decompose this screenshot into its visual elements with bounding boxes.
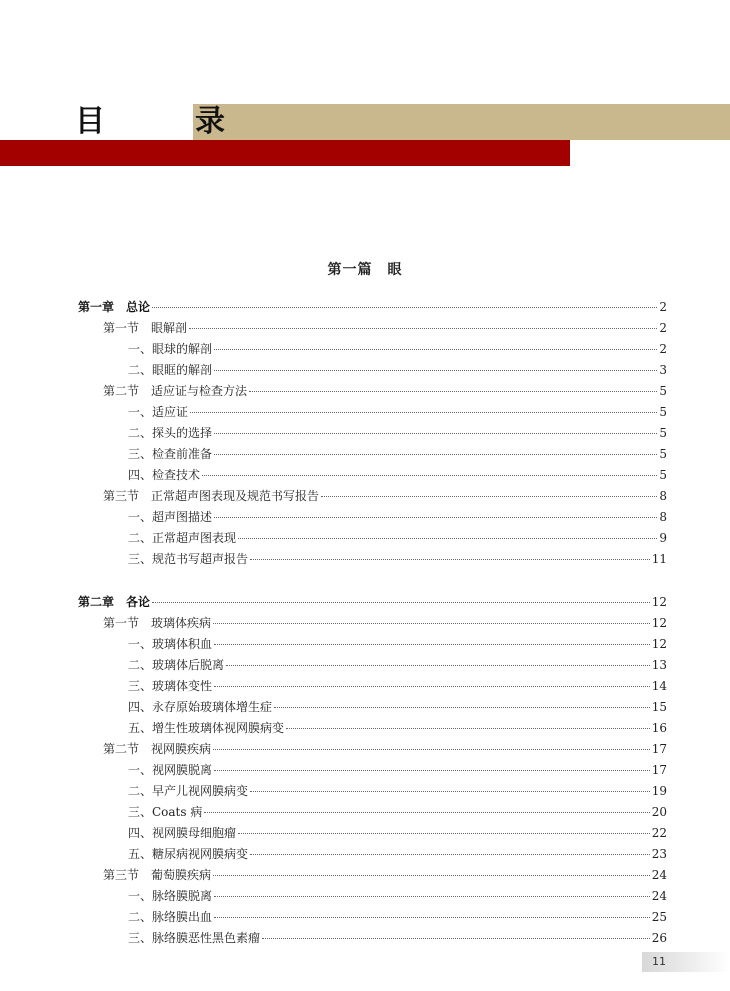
toc-entry-item[interactable]: [128, 528, 667, 548]
toc-entry-chapter[interactable]: [78, 297, 667, 317]
dot-leader: [213, 749, 650, 750]
toc-entry-label: 三、脉络膜恶性黑色素瘤: [128, 931, 261, 945]
page-title: 目 录: [75, 104, 255, 139]
toc-entry-label: 第三节 正常超声图表现及规范书写报告: [103, 489, 320, 503]
toc-entry-item[interactable]: [128, 781, 667, 801]
dot-leader: [250, 791, 650, 792]
dot-leader: [214, 517, 657, 518]
toc-entry-item[interactable]: [128, 844, 667, 864]
toc-entry-item[interactable]: [128, 360, 667, 380]
dot-leader: [262, 938, 650, 939]
toc-entry-page: 5: [659, 447, 667, 461]
dot-leader: [214, 686, 650, 687]
dot-leader: [238, 833, 650, 834]
dot-leader: [214, 349, 657, 350]
dot-leader: [250, 854, 650, 855]
toc-entry-item[interactable]: [128, 402, 667, 422]
dot-leader: [214, 370, 657, 371]
toc-entry-label: 第一节 眼解剖: [103, 321, 188, 335]
dot-leader: [238, 538, 657, 539]
toc-entry-page: 5: [659, 468, 667, 482]
toc-entry-label: 四、检查技术: [128, 468, 201, 482]
toc-entry-item[interactable]: [128, 823, 667, 843]
toc-entry-label: 第二节 适应证与检查方法: [103, 384, 248, 398]
dot-leader: [274, 707, 650, 708]
toc-entry-item[interactable]: [128, 907, 667, 927]
toc-entry-item[interactable]: [128, 760, 667, 780]
toc-entry-label: 四、永存原始玻璃体增生症: [128, 700, 273, 714]
toc-entry-label: 二、正常超声图表现: [128, 531, 237, 545]
dot-leader: [152, 307, 657, 308]
toc-entry-item[interactable]: [128, 718, 667, 738]
toc-entry-label: 四、视网膜母细胞瘤: [128, 826, 237, 840]
toc-entry-page: 12: [651, 616, 667, 630]
toc-entry-page: 24: [651, 889, 667, 903]
toc-entry-page: 15: [651, 700, 667, 714]
dot-leader: [214, 770, 650, 771]
toc-entry-label: 一、玻璃体积血: [128, 637, 213, 651]
dot-leader: [226, 665, 650, 666]
dot-leader: [213, 623, 650, 624]
toc-entry-label: 第一章 总论: [78, 300, 151, 314]
toc-entry-item[interactable]: [128, 549, 667, 569]
toc-entry-page: 9: [659, 531, 667, 545]
toc-entry-page: 13: [651, 658, 667, 672]
toc-entry-label: 一、超声图描述: [128, 510, 213, 524]
toc-entry-page: 5: [659, 405, 667, 419]
dot-leader: [214, 917, 650, 918]
toc-entry-item[interactable]: [128, 676, 667, 696]
toc-entry-item[interactable]: [128, 634, 667, 654]
toc-entry-label: 三、检查前准备: [128, 447, 213, 461]
toc-entry-page: 2: [659, 342, 667, 356]
dot-leader: [286, 728, 650, 729]
toc-entry-label: 一、适应证: [128, 405, 189, 419]
toc-entry-item[interactable]: [128, 339, 667, 359]
toc-entry-section[interactable]: [103, 739, 667, 759]
toc-entry-chapter[interactable]: [78, 592, 667, 612]
toc-entry-item[interactable]: [128, 697, 667, 717]
toc-entry-label: 一、眼球的解剖: [128, 342, 213, 356]
toc-entry-page: 19: [651, 784, 667, 798]
dot-leader: [249, 391, 657, 392]
dot-leader: [189, 328, 657, 329]
toc-entry-label: 二、脉络膜出血: [128, 910, 213, 924]
dot-leader: [214, 433, 657, 434]
dot-leader: [250, 559, 650, 560]
toc-entry-page: 14: [651, 679, 667, 693]
toc-entry-label: 二、眼眶的解剖: [128, 363, 213, 377]
toc-entry-item[interactable]: [128, 802, 667, 822]
toc-entry-label: 一、视网膜脱离: [128, 763, 213, 777]
toc-entry-page: 24: [651, 868, 667, 882]
toc-entry-label: 三、Coats 病: [128, 805, 203, 819]
toc-entry-section[interactable]: [103, 318, 667, 338]
dot-leader: [190, 412, 657, 413]
toc-entry-item[interactable]: [128, 423, 667, 443]
toc-entry-item[interactable]: [128, 655, 667, 675]
toc-entry-page: 12: [651, 595, 667, 609]
toc-entry-item[interactable]: [128, 465, 667, 485]
dot-leader: [321, 496, 657, 497]
toc-entry-label: 三、玻璃体变性: [128, 679, 213, 693]
toc-entry-label: 二、探头的选择: [128, 426, 213, 440]
toc-entry-page: 17: [651, 763, 667, 777]
dot-leader: [214, 896, 650, 897]
toc-entry-page: 2: [659, 321, 667, 335]
dot-leader: [152, 602, 650, 603]
toc-entry-label: 五、糖尿病视网膜病变: [128, 847, 249, 861]
toc-entry-item[interactable]: [128, 886, 667, 906]
toc-entry-page: 20: [651, 805, 667, 819]
toc-entry-section[interactable]: [103, 865, 667, 885]
toc-entry-page: 26: [651, 931, 667, 945]
toc-entry-page: 11: [651, 552, 667, 566]
toc-entry-page: 12: [651, 637, 667, 651]
toc-entry-label: 第二章 各论: [78, 595, 151, 609]
dot-leader: [202, 475, 657, 476]
toc-entry-page: 16: [651, 721, 667, 735]
toc-entry-label: 二、玻璃体后脱离: [128, 658, 225, 672]
toc-entry-page: 23: [651, 847, 667, 861]
toc-entry-section[interactable]: [103, 613, 667, 633]
toc-entry-page: 17: [651, 742, 667, 756]
dot-leader: [214, 454, 657, 455]
toc-entry-label: 三、规范书写超声报告: [128, 552, 249, 566]
page-number: 11: [652, 955, 666, 968]
toc-entry-label: 第二节 视网膜疾病: [103, 742, 212, 756]
toc-entry-page: 22: [651, 826, 667, 840]
toc-entry-label: 五、增生性玻璃体视网膜病变: [128, 721, 285, 735]
part-title: 第一篇 眼: [327, 262, 403, 278]
toc-entry-page: 25: [651, 910, 667, 924]
toc-entry-label: 二、早产儿视网膜病变: [128, 784, 249, 798]
toc-entry-page: 3: [659, 363, 667, 377]
dot-leader: [213, 875, 650, 876]
toc-entry-label: 一、脉络膜脱离: [128, 889, 213, 903]
toc-entry-page: 2: [659, 300, 667, 314]
toc-entry-item[interactable]: [128, 507, 667, 527]
toc-entry-section[interactable]: [103, 486, 667, 506]
toc-entry-item[interactable]: [128, 444, 667, 464]
dot-leader: [214, 644, 650, 645]
toc-entry-section[interactable]: [103, 381, 667, 401]
toc-entry-page: 8: [659, 510, 667, 524]
toc-entry-item[interactable]: [128, 928, 667, 948]
toc-entry-page: 5: [659, 426, 667, 440]
toc-entry-page: 5: [659, 384, 667, 398]
dot-leader: [204, 812, 649, 813]
toc-entry-page: 8: [659, 489, 667, 503]
toc-entry-label: 第三节 葡萄膜疾病: [103, 868, 212, 882]
toc-entry-label: 第一节 玻璃体疾病: [103, 616, 212, 630]
